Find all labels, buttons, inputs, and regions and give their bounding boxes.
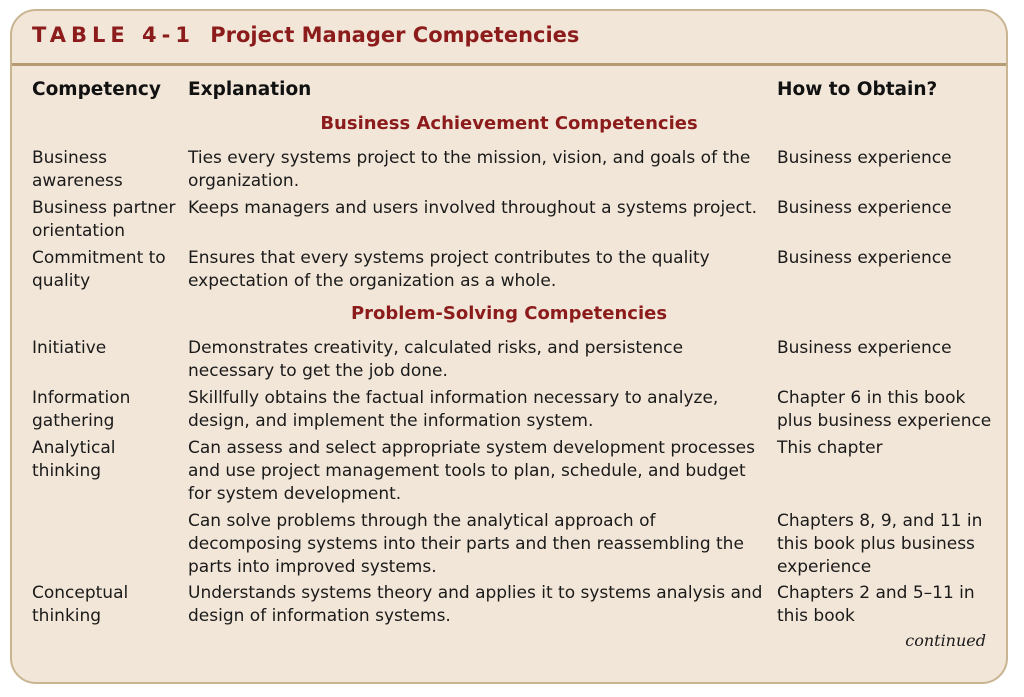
row-0-explanation: Ties every systems project to the mission, vision, and goals of the organization. [188,148,751,191]
header-how-to-obtain: How to Obtain? [777,79,938,100]
table-panel [10,9,1008,684]
row-0-competency: Business awareness [32,148,123,191]
row-5-how: This chapter [777,438,883,458]
row-6-explanation: Can solve problems through the analytical approach of decomposing systems into their parts and then reassembling the parts into improved systems. [188,511,744,577]
row-6-how: Chapters 8, 9, and 11 in this book plus business experience [777,511,983,577]
section-title-business-achievement: Business Achievement Competencies [320,113,698,134]
row-1-competency: Business partner orientation [32,198,176,241]
row-5-competency: Analytical thinking [32,438,116,481]
table-title [32,23,579,47]
row-4-how: Chapter 6 in this book plus business experience [777,388,992,431]
row-3-explanation: Demonstrates creativity, calculated risks, and persistence necessary to get the job done. [188,338,684,381]
row-4-competency: Information gathering [32,388,131,431]
row-1-explanation: Keeps managers and users involved throughout a systems project. [188,198,758,218]
row-5-explanation: Can assess and select appropriate system development processes and use project management tools to plan, schedule, and budget for system development. [188,438,755,504]
row-1-how: Business experience [777,198,952,218]
row-2-how: Business experience [777,248,952,268]
row-0-how: Business experience [777,148,952,168]
section-title-problem-solving: Problem-Solving Competencies [350,303,668,324]
row-7-explanation: Understands systems theory and applies it to systems analysis and design of information systems. [188,583,763,626]
header-explanation: Explanation [188,79,312,100]
row-3-how: Business experience [777,338,952,358]
row-3-competency: Initiative [32,338,107,358]
table-title-bar [12,11,1006,66]
table-label: TABLE 4-1 [32,23,195,47]
continued-note: continued [905,631,986,650]
row-2-explanation: Ensures that every systems project contributes to the quality expectation of the organization as a whole. [188,248,710,291]
header-competency: Competency [32,79,161,100]
row-2-competency: Commitment to quality [32,248,166,291]
table-title-text: Project Manager Competencies [210,23,580,47]
row-7-competency: Conceptual thinking [32,583,129,626]
row-4-explanation: Skillfully obtains the factual information necessary to analyze, design, and implement the information system. [188,388,719,431]
row-7-how: Chapters 2 and 5–11 in this book [777,583,975,626]
